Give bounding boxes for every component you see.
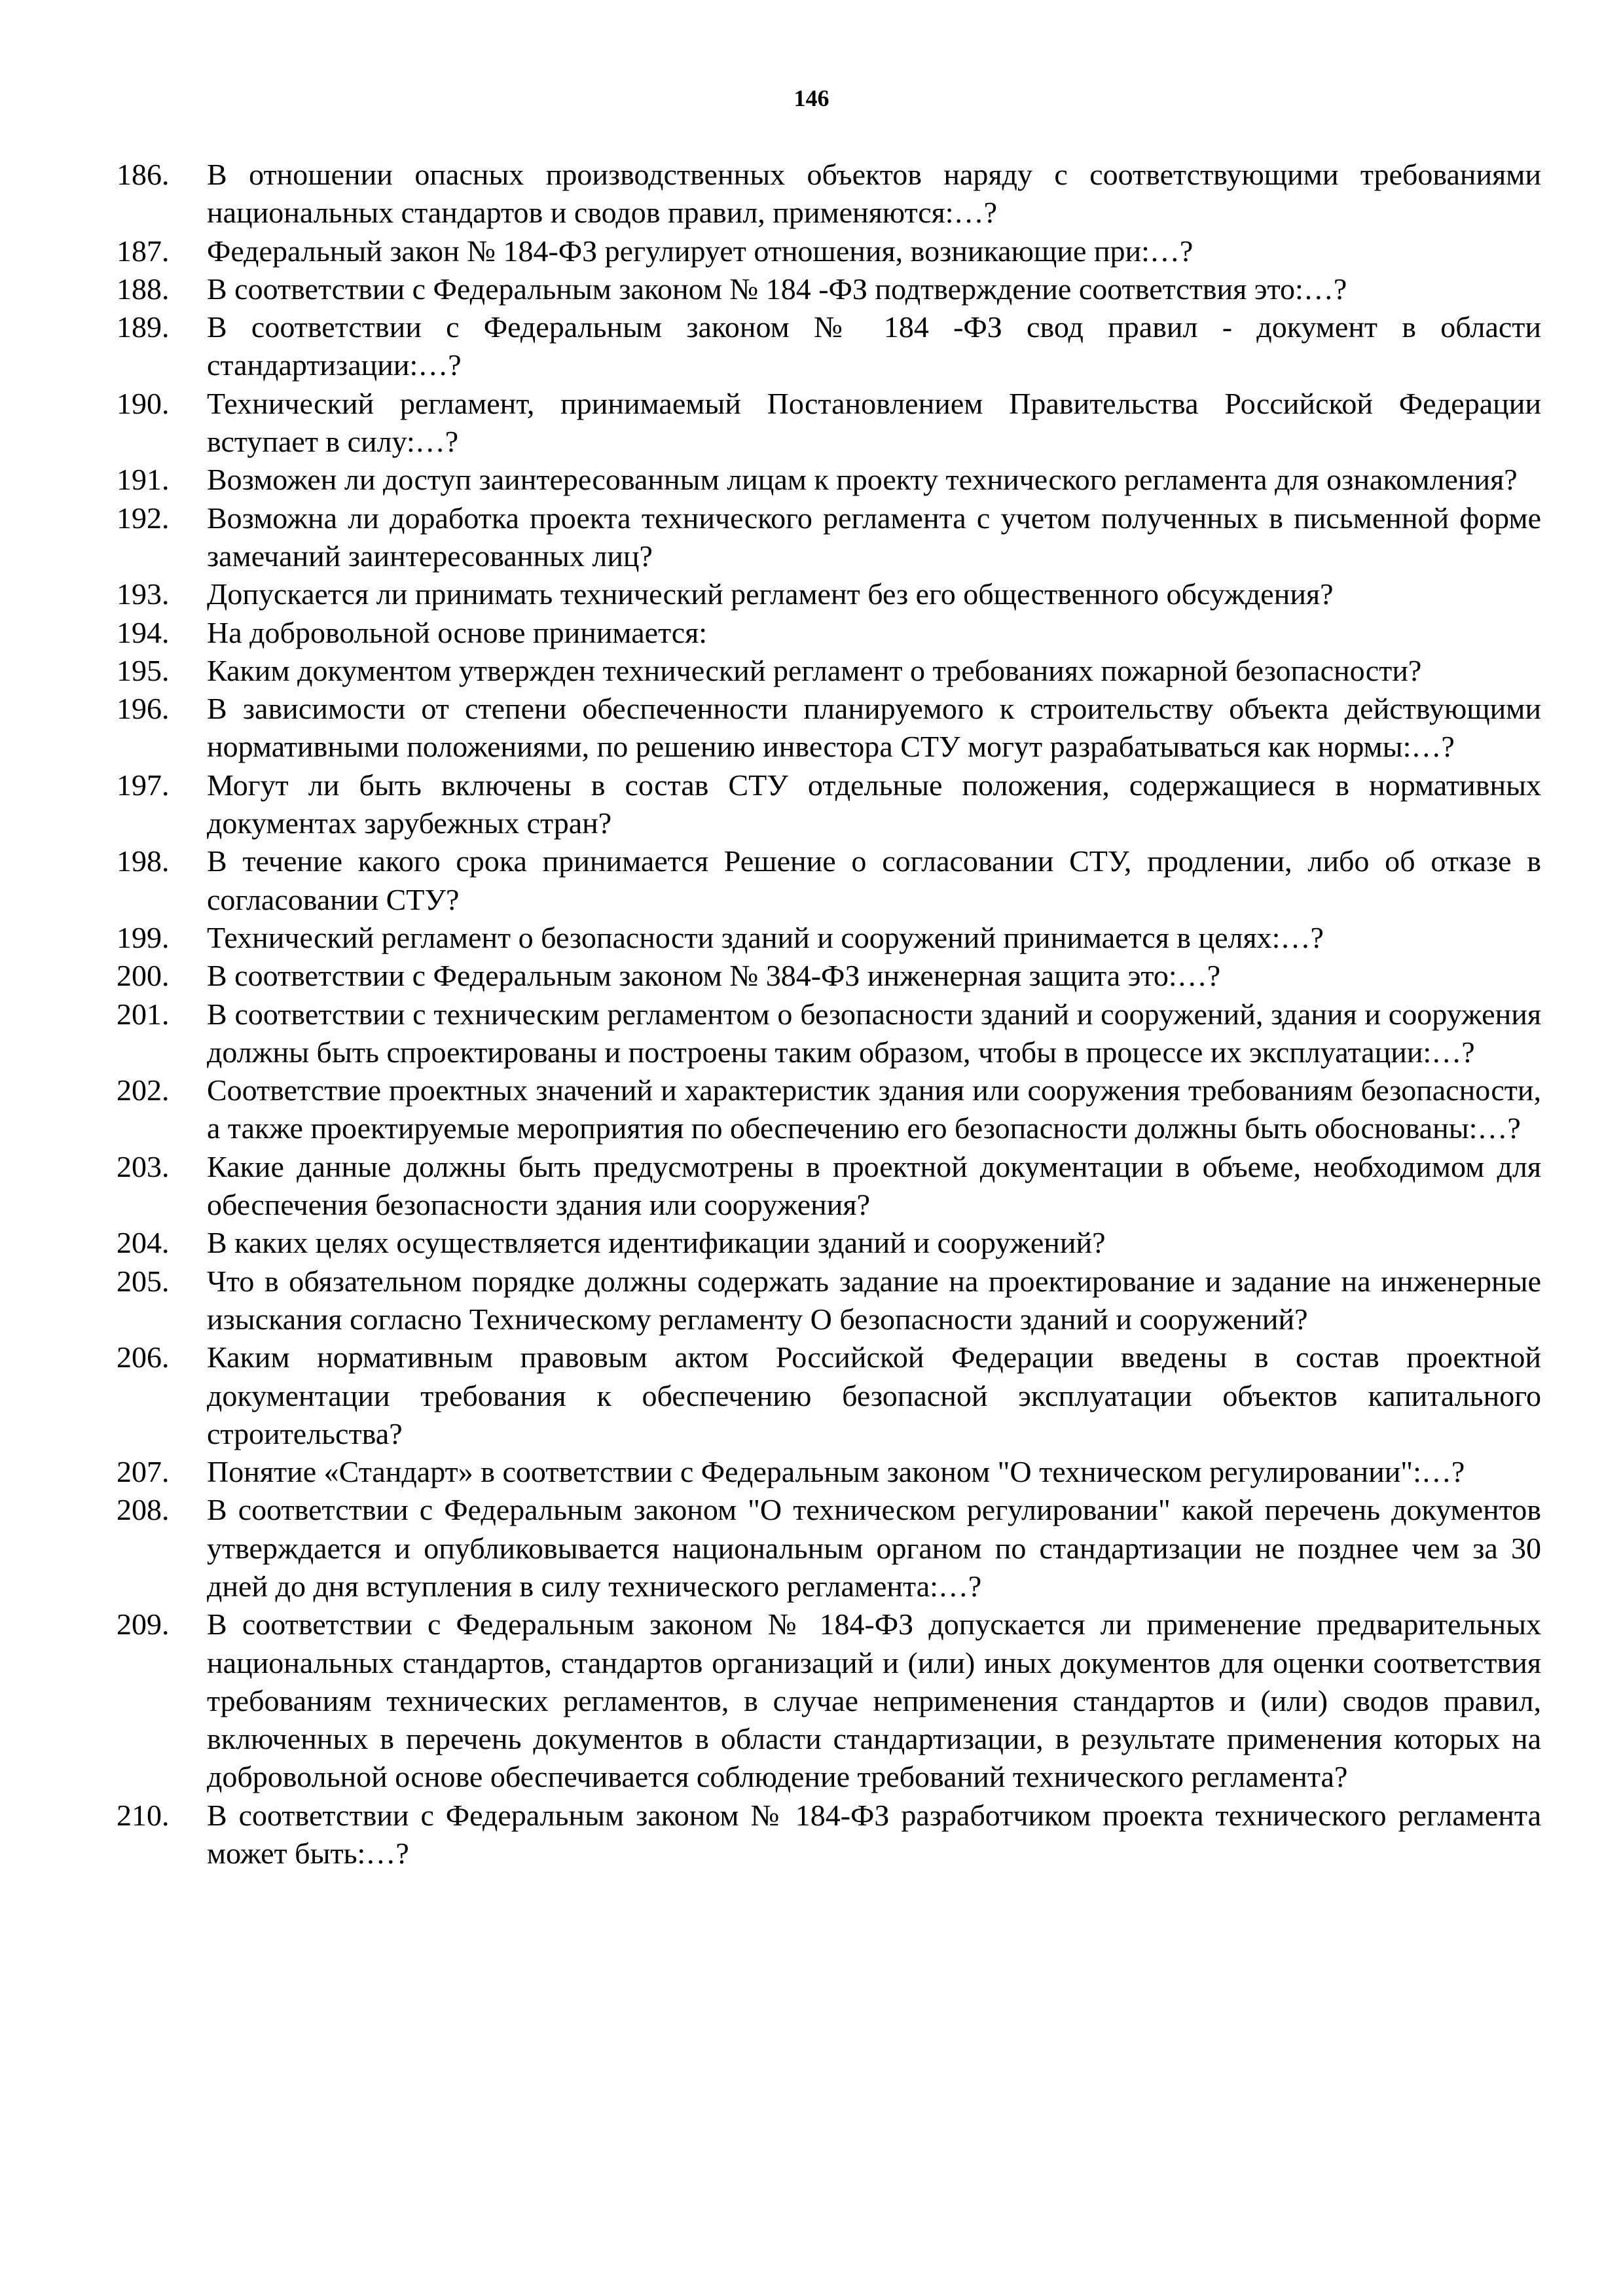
question-list [117, 156, 1541, 1873]
question-text: В соответствии с Федеральным законом № 184 -ФЗ свод правил - документ в области стандартизации:…? [207, 310, 1541, 382]
question-text: Соответствие проектных значений и характеристик здания или сооружения требованиям безопасности, а также проектируемые мероприятия по обеспечению его безопасности должны быть обоснованы:…? [207, 1073, 1541, 1145]
question-item [117, 461, 1541, 499]
question-text: В соответствии с Федеральным законом "О техническом регулировании" какой перечень документов утверждается и опубликовывается национальным органом по стандартизации не позднее чем за 30 дней до дня вступления в силу технического регламента:…? [207, 1493, 1541, 1603]
question-item [117, 996, 1541, 1072]
question-item [117, 1453, 1541, 1491]
question-number: 205. [117, 1264, 170, 1298]
question-text: Каким документом утвержден технический регламент о требованиях пожарной безопасности? [207, 653, 1422, 687]
question-item [117, 957, 1541, 995]
question-item [117, 919, 1541, 957]
question-text: Федеральный закон № 184-ФЗ регулирует отношения, возникающие при:…? [207, 234, 1194, 268]
question-item [117, 232, 1541, 270]
question-number: 189. [117, 310, 170, 344]
question-text: Возможен ли доступ заинтересованным лицам к проекту технического регламента для ознакомления? [207, 463, 1518, 497]
question-number: 198. [117, 844, 170, 878]
question-text: Технический регламент, принимаемый Постановлением Правительства Российской Федерации вступает в силу:…? [207, 386, 1541, 459]
question-number: 188. [117, 272, 170, 306]
question-text: Понятие «Стандарт» в соответствии с Федеральным законом "О техническом регулировании":…? [207, 1455, 1465, 1489]
question-number: 194. [117, 615, 170, 649]
question-number: 199. [117, 920, 170, 954]
question-item [117, 842, 1541, 919]
question-number: 200. [117, 959, 170, 993]
question-text: Каким нормативным правовым актом Российской Федерации введены в состав проектной документации требования к обеспечению безопасной эксплуатации объектов капитального строительства? [207, 1340, 1541, 1450]
question-item [117, 1071, 1541, 1148]
question-item [117, 1263, 1541, 1339]
question-item [117, 1605, 1541, 1796]
question-item [117, 499, 1541, 576]
question-text: В зависимости от степени обеспеченности планируемого к строительству объекта действующими нормативными положениями, по решению инвестора СТУ могут разрабатываться как нормы:…? [207, 692, 1541, 764]
question-number: 210. [117, 1798, 170, 1832]
question-item [117, 1148, 1541, 1225]
question-item [117, 652, 1541, 690]
question-number: 192. [117, 501, 170, 535]
question-number: 191. [117, 463, 170, 497]
question-item [117, 156, 1541, 232]
question-number: 196. [117, 692, 170, 726]
question-number: 187. [117, 234, 170, 268]
question-number: 195. [117, 653, 170, 687]
question-number: 193. [117, 577, 170, 611]
question-number: 206. [117, 1340, 170, 1374]
question-text: Допускается ли принимать технический регламент без его общественного обсуждения? [207, 577, 1334, 611]
question-number: 209. [117, 1607, 170, 1641]
question-item [117, 270, 1541, 308]
question-number: 202. [117, 1073, 170, 1107]
question-item [117, 690, 1541, 766]
question-text: Технический регламент о безопасности зданий и сооружений принимается в целях:…? [207, 920, 1324, 954]
question-item [117, 575, 1541, 613]
question-text: В отношении опасных производственных объектов наряду с соответствующими требованиями национальных стандартов и сводов правил, применяются:…? [207, 158, 1541, 230]
question-text: В течение какого срока принимается Решение о согласовании СТУ, продлении, либо об отказе в согласовании СТУ? [207, 844, 1541, 916]
question-text: Могут ли быть включены в состав СТУ отдельные положения, содержащиеся в нормативных документах зарубежных стран? [207, 768, 1541, 840]
question-item [117, 1491, 1541, 1605]
question-text: В соответствии с Федеральным законом № 184-ФЗ допускается ли применение предварительных национальных стандартов, стандартов организаций и (или) иных документов для оценки соответствия требованиям технических регламентов, в случае неприменения стандартов и (или) сводов правил, включенных в перечень документов в области стандартизации, в результате применения которых на добровольной основе обеспечивается соблюдение требований технического регламента? [207, 1607, 1541, 1794]
page-number: 146 [793, 85, 830, 111]
question-text: Что в обязательном порядке должны содержать задание на проектирование и задание на инженерные изыскания согласно Техническому регламенту О безопасности зданий и сооружений? [207, 1264, 1541, 1336]
question-number: 197. [117, 768, 170, 802]
question-item [117, 614, 1541, 652]
question-text: В соответствии с Федеральным законом № 384-ФЗ инженерная защита это:…? [207, 959, 1221, 993]
question-number: 203. [117, 1149, 170, 1183]
question-text: В соответствии с техническим регламентом о безопасности зданий и сооружений, здания и сооружения должны быть спроектированы и построены таким образом, чтобы в процессе их эксплуатации:…? [207, 997, 1541, 1069]
question-text: В соответствии с Федеральным законом № 184-ФЗ разработчиком проекта технического регламента может быть:…? [207, 1798, 1541, 1871]
question-text: На добровольной основе принимается: [207, 615, 708, 649]
question-text: Возможна ли доработка проекта технического регламента с учетом полученных в письменной форме замечаний заинтересованных лиц? [207, 501, 1541, 573]
question-item [117, 385, 1541, 461]
question-number: 186. [117, 158, 170, 191]
question-number: 207. [117, 1455, 170, 1489]
question-number: 201. [117, 997, 170, 1031]
question-item [117, 1224, 1541, 1262]
question-text: Какие данные должны быть предусмотрены в проектной документации в объеме, необходимом для обеспечения безопасности здания или сооружения? [207, 1149, 1541, 1222]
question-item [117, 308, 1541, 385]
question-item [117, 1338, 1541, 1453]
question-item [117, 766, 1541, 843]
question-text: В каких целях осуществляется идентификации зданий и сооружений? [207, 1226, 1106, 1260]
question-item [117, 1797, 1541, 1873]
question-number: 208. [117, 1493, 170, 1527]
question-number: 204. [117, 1226, 170, 1260]
question-number: 190. [117, 386, 170, 420]
question-text: В соответствии с Федеральным законом № 184 -ФЗ подтверждение соответствия это:…? [207, 272, 1347, 306]
